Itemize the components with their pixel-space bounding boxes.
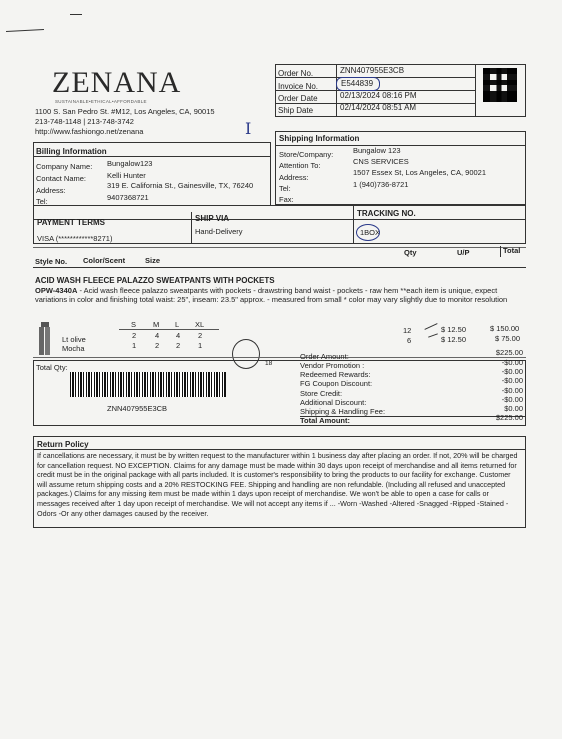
line-unit-price: $ 12.50 — [441, 335, 467, 344]
totals-value: -$0.00 — [501, 386, 523, 395]
order-date-value: 02/13/2024 08:16 PM — [340, 91, 417, 100]
ship-date-value: 02/14/2024 08:51 AM — [340, 103, 417, 112]
shipping-tel-label: Tel: — [279, 184, 291, 193]
totals-label: Shipping & Handling Fee: — [300, 407, 386, 416]
billing-company-label: Company Name: — [36, 162, 93, 171]
invoice-no-value: E544839 — [341, 79, 374, 88]
tracking-pen-circle — [356, 224, 380, 241]
vendor-tagline: SUSTAINABLE•ETHICAL•AFFORDABLE — [55, 99, 147, 104]
size-qty: 2 — [198, 331, 203, 340]
shipping-title: Shipping Information — [279, 134, 360, 143]
qr-code-icon — [483, 68, 517, 102]
item-title: ACID WASH FLEECE PALAZZO SWEATPANTS WITH POCKETS — [35, 276, 275, 285]
pen-mark — [6, 29, 44, 32]
totals-value: $0.00 — [504, 404, 523, 413]
tracking-value: 1BOX — [360, 228, 381, 237]
billing-address: 319 E. California St., Gainesville, TX, 76240 — [107, 181, 254, 190]
billing-contact: Kelli Hunter — [107, 171, 146, 180]
color-name: Mocha — [62, 344, 85, 353]
shipping-address-label: Address: — [279, 173, 309, 182]
size-qty: 2 — [132, 331, 137, 340]
shipping-tel: 1 (940)736-8721 — [353, 180, 409, 189]
payment-terms-label: PAYMENT TERMS — [37, 218, 106, 227]
col-color-scent: Color/Scent — [83, 256, 126, 265]
totals-label: Vendor Promotion : — [300, 361, 365, 370]
ship-via-label: SHIP VIA — [195, 214, 230, 223]
total-qty-value: 18 — [265, 360, 273, 367]
order-date-label: Order Date — [278, 94, 318, 103]
pen-check-mark — [424, 323, 437, 330]
totals-value: -$0.00 — [501, 376, 523, 385]
totals-label: Redeemed Rewards: — [300, 370, 371, 379]
size-qty: 2 — [176, 341, 181, 350]
size-header-m: M — [153, 320, 160, 329]
size-header-xl: XL — [195, 320, 205, 329]
barcode-text: ZNN407955E3CB — [107, 404, 168, 413]
color-name: Lt olive — [62, 335, 86, 344]
order-no-label: Order No. — [278, 69, 314, 78]
col-style-no: Style No. — [35, 257, 68, 266]
ship-date-label: Ship Date — [278, 106, 314, 115]
totals-value: $225.00 — [495, 348, 523, 357]
tracking-label: TRACKING NO. — [357, 209, 416, 218]
invoice-no-label: Invoice No. — [278, 82, 319, 91]
size-header-s: S — [131, 320, 137, 329]
shipping-store-label: Store/Company: — [279, 150, 334, 159]
size-header-l: L — [175, 320, 180, 329]
size-qty: 1 — [198, 341, 203, 350]
totals-value: -$0.00 — [501, 358, 523, 367]
item-description — [35, 286, 529, 304]
barcode-icon — [70, 372, 226, 397]
col-total: Total — [503, 246, 521, 255]
vendor-phones: 213-748-1148 | 213-748-3742 — [35, 117, 134, 126]
totals-label: Order Amount: — [300, 352, 349, 361]
line-total: $ 150.00 — [490, 324, 520, 333]
pen-check-mark — [428, 333, 438, 337]
bleed-through-text — [205, 34, 211, 57]
totals-label: Store Credit: — [300, 389, 343, 398]
billing-address-label: Address: — [36, 186, 66, 195]
billing-tel-label: Tel: — [36, 197, 48, 206]
item-description-text: - Acid wash fleece palazzo sweatpants with pockets - drawstring band waist - pockets - raw hem **each item is unique, expect variations in color and finishing total waist: 25", inseam: 23.5" approx. - measured from small * color may vary slightly due to monitor resolution — [35, 286, 508, 304]
vendor-logo: ZENANA — [52, 66, 182, 99]
line-total: $ 75.00 — [495, 334, 521, 343]
product-thumbnail — [38, 322, 52, 356]
line-qty: 6 — [407, 336, 412, 345]
line-unit-price: $ 12.50 — [441, 325, 467, 334]
invoice-no-pen-circle — [336, 77, 380, 91]
payment-terms: VISA (************8271) — [37, 234, 113, 243]
totals-label: Additional Discount: — [300, 398, 367, 407]
billing-contact-label: Contact Name: — [36, 174, 87, 183]
billing-title: Billing Information — [36, 147, 107, 156]
col-qty: Qty — [404, 248, 417, 257]
totals-value: -$0.00 — [501, 367, 523, 376]
return-policy-title: Return Policy — [37, 440, 89, 449]
totals-value: -$0.00 — [501, 395, 523, 404]
billing-tel: 9407368721 — [107, 193, 149, 202]
col-size: Size — [145, 256, 161, 265]
handwritten-initial: I — [245, 119, 252, 138]
totals-label: FG Coupon Discount: — [300, 379, 373, 388]
shipping-fax-label: Fax: — [279, 195, 294, 204]
shipping-attention-label: Attention To: — [279, 161, 321, 170]
size-qty: 4 — [176, 331, 181, 340]
pen-mark — [70, 14, 82, 15]
vendor-address: 1100 S. San Pedro St. #M12, Los Angeles, CA, 90015 — [35, 107, 215, 116]
shipping-attention: CNS SERVICES — [353, 157, 409, 166]
size-qty: 2 — [155, 341, 160, 350]
shipping-address: 1507 Essex St, Los Angeles, CA, 90021 — [353, 168, 487, 177]
line-qty: 12 — [403, 326, 412, 335]
total-qty-label: Total Qty: — [36, 363, 68, 372]
order-no-value: ZNN407955E3CB — [340, 66, 405, 75]
total-amount-label: Total Amount: — [300, 416, 350, 425]
size-qty: 1 — [132, 341, 137, 350]
billing-company: Bungalow123 — [107, 159, 153, 168]
total-amount-value: $225.00 — [495, 413, 523, 422]
return-policy-text: If cancellations are necessary, it must be by written request to the manufacturer within 1 business day after placing an order. If not, 20% will be charged for cancellation request. NO EXCEPTION. Claims for any damage must be made within 30 days upon receipt of merchandise and all items returned for credit must be in the original package with all parts included. It is customer's responsibility to bring the products to our facility for exchange. Customer will assume return shipping costs and a 20% RESTOCKING FEE. Shipping and handling are non refundable. (Including all refused and unaccepted packages.) Claims for any missing item must be made within 1 days upon receipt of merchandise. We won't be able to open a case for calls or messages received after 1 day upon receipt of merchandise. We will not accept any items if ... -Worn -Washed -Altered -Snagged -Ripped -Stained -Odors -Or any other damages caused by the receiver. — [37, 451, 518, 518]
item-style-number: OPW-4340A — [35, 286, 78, 295]
col-unit-price: U/P — [457, 248, 470, 257]
shipping-store: Bungalow 123 — [353, 146, 401, 155]
ship-via: Hand-Delivery — [195, 227, 243, 236]
vendor-website: http://www.fashiongo.net/zenana — [35, 127, 144, 136]
size-qty: 4 — [155, 331, 160, 340]
